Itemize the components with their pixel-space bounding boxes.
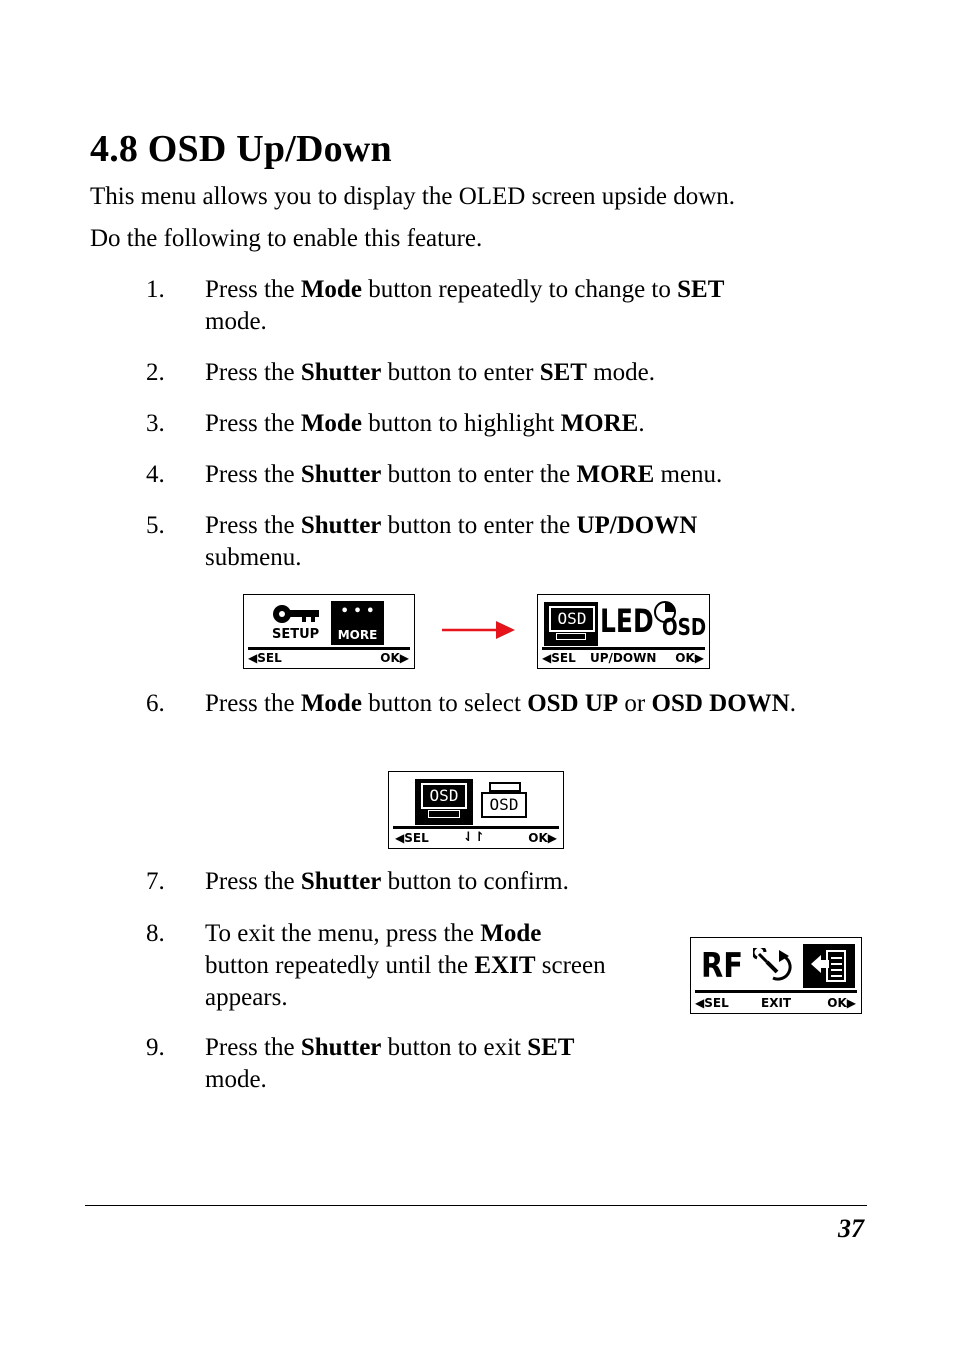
footer-ok: OK▶: [528, 831, 557, 845]
intro-line-2: Do the following to enable this feature.: [90, 225, 483, 252]
step-number: 4.: [146, 461, 165, 488]
footer-sel: ◀SEL: [395, 831, 429, 845]
footer-sel: ◀SEL: [695, 996, 729, 1010]
osd-label-small: OSD: [662, 615, 707, 641]
more-menu-screen: [243, 594, 415, 669]
exit-door-icon: [809, 949, 849, 983]
screen-divider: [542, 647, 705, 650]
footer-rule: [85, 1205, 867, 1206]
step-text: Press the Shutter button to enter SET mode.: [205, 359, 656, 386]
page-title: 4.8 OSD Up/Down: [90, 128, 392, 170]
step-text: To exit the menu, press the Mode button repeatedly until the EXIT screen appears.: [205, 920, 606, 1011]
setup-label: SETUP: [272, 627, 320, 642]
step-number: 8.: [146, 920, 165, 947]
footer-exit: EXIT: [761, 996, 792, 1010]
step-number: 7.: [146, 868, 165, 895]
osd-down-label: OSD: [481, 792, 527, 818]
up-down-arrows-icon: ⇃↾: [463, 830, 485, 845]
exit-highlight: [803, 944, 855, 988]
step-number: 5.: [146, 512, 165, 539]
footer-ok: OK▶: [380, 651, 409, 665]
screen-stand-icon: [489, 782, 521, 792]
rf-label: RF: [701, 946, 743, 986]
footer-sel: ◀SEL: [542, 651, 576, 665]
step-text: Press the Shutter button to enter the MORE menu.: [205, 461, 723, 488]
step-text: Press the Mode button to highlight MORE.: [205, 410, 645, 437]
osd-highlight: [544, 602, 598, 646]
screen-divider: [248, 647, 410, 650]
osd-up-option: [415, 779, 473, 825]
step-text: Press the Shutter button to enter the UP/DOWN submenu.: [205, 512, 698, 571]
wrench-return-icon: [753, 948, 799, 986]
osd-label: OSD: [549, 606, 595, 632]
led-label: LED: [600, 602, 654, 640]
step-number: 3.: [146, 410, 165, 437]
osd-up-label: OSD: [421, 783, 467, 809]
page-number: 37: [838, 1214, 864, 1243]
updown-menu-screen: [537, 594, 710, 669]
step-text: Press the Shutter button to exit SET mode.: [205, 1034, 575, 1093]
exit-menu-screen: [690, 937, 862, 1014]
screen-divider: [393, 826, 559, 829]
footer-updown: UP/DOWN: [590, 651, 657, 665]
step-number: 9.: [146, 1034, 165, 1061]
step-number: 6.: [146, 690, 165, 717]
step-number: 1.: [146, 276, 165, 303]
step-number: 2.: [146, 359, 165, 386]
footer-sel: ◀SEL: [248, 651, 282, 665]
screen-stand-icon: [556, 633, 586, 640]
more-highlight: [331, 601, 384, 645]
osd-down-option: [481, 782, 527, 820]
intro-line-1: This menu allows you to display the OLED screen upside down.: [90, 183, 736, 210]
step-text: Press the Mode button repeatedly to change to SET mode.: [205, 276, 725, 335]
screen-stand-icon: [428, 810, 460, 818]
step-text: Press the Mode button to select OSD UP or OSD DOWN.: [205, 690, 796, 717]
footer-ok: OK▶: [675, 651, 704, 665]
more-label: MORE: [337, 628, 378, 642]
key-icon: [272, 603, 322, 625]
footer-ok: OK▶: [827, 996, 856, 1010]
dots-icon: • • •: [340, 604, 375, 619]
step-text: Press the Shutter button to confirm.: [205, 868, 569, 895]
arrow-right-icon: [440, 619, 516, 641]
screen-divider: [695, 990, 857, 993]
osd-select-screen: [388, 771, 564, 849]
